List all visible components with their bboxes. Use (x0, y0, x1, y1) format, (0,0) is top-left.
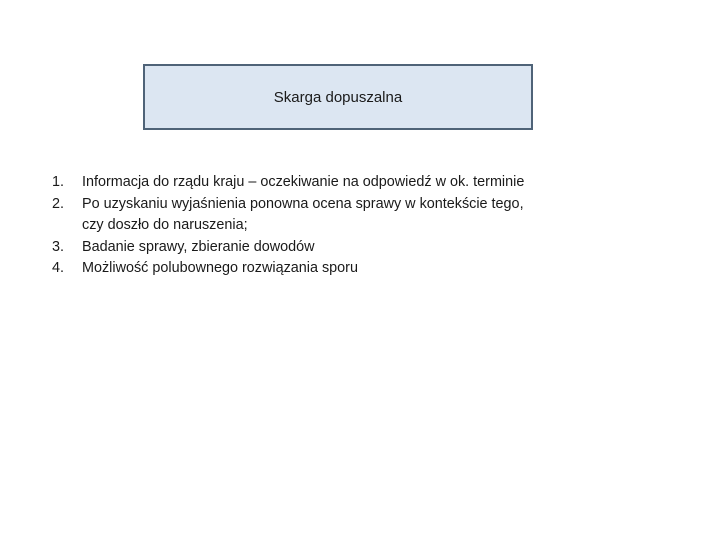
list-item-line: Po uzyskaniu wyjaśnienia ponowna ocena sprawy w kontekście tego, (82, 195, 524, 212)
list-item-line: Możliwość polubownego rozwiązania sporu (82, 260, 358, 276)
list-item-number: 1. (52, 174, 65, 190)
list-item (52, 258, 652, 280)
list-item-number: 4. (52, 260, 65, 276)
list-item-number: 2. (52, 195, 65, 212)
numbered-list (52, 172, 652, 280)
slide-title: Skarga dopuszalna (273, 88, 403, 106)
list-item-line: Badanie sprawy, zbieranie dowodów (82, 238, 315, 255)
title-box (143, 64, 533, 130)
list-item-line: czy doszło do naruszenia; (82, 217, 248, 233)
list-item-text (82, 194, 652, 237)
list-item (52, 237, 652, 259)
list-item-text (82, 172, 652, 194)
list-item-number: 3. (52, 238, 65, 255)
list-item-text (82, 237, 652, 259)
list-item (52, 194, 652, 237)
list-item-text (82, 258, 652, 280)
list-item-line: Informacja do rządu kraju – oczekiwanie na odpowiedź w ok. terminie (82, 174, 525, 190)
list-item (52, 172, 652, 194)
